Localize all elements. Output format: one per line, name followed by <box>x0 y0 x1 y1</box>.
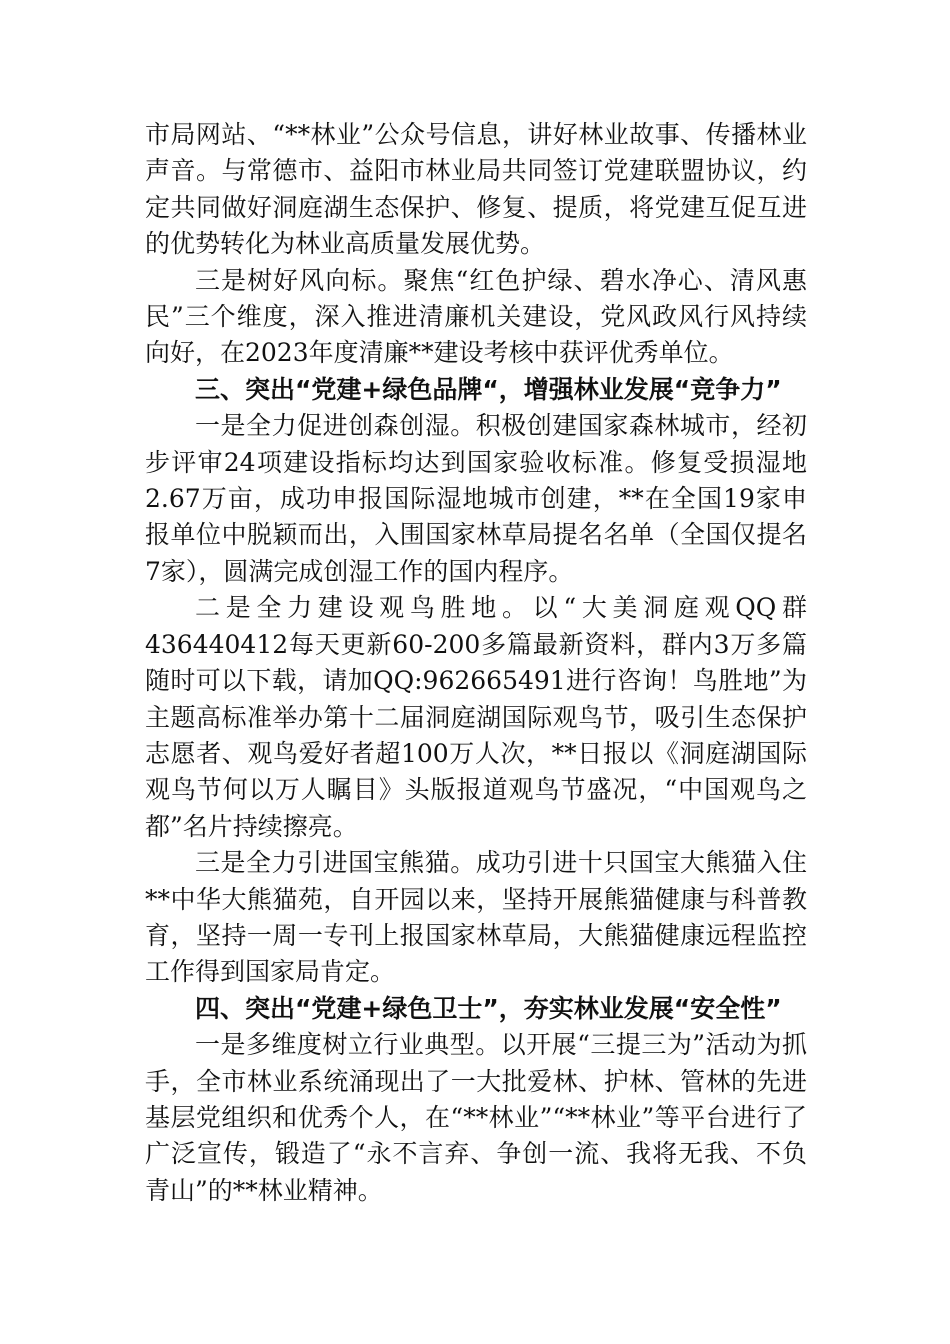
paragraph-panda: 三是全力引进国宝熊猫。成功引进十只国宝大熊猫入住**中华大熊猫苑，自开园以来，坚持开展熊猫健康与科普教育，坚持一周一专刊上报国家林草局，大熊猫健康远程监控工作得到国家局肯定。 <box>145 848 807 987</box>
section-heading-three: 三、突出“党建+绿色品牌“，增强林业发展“竞争力” <box>195 374 782 404</box>
section-heading-four: 四、突出“党建+绿色卫士”，夯实林业发展“安全性” <box>195 993 782 1023</box>
paragraph-integrity: 三是树好风向标。聚焦“红色护绿、碧水净心、清风惠民”三个维度，深入推进清廉机关建设，党风政风行风持续向好，在2023年度清廉**建设考核中获评优秀单位。 <box>145 265 807 368</box>
paragraph-industry-model: 一是多维度树立行业典型。以开展“三提三为”活动为抓手，全市林业系统涌现出了一大批爱林、护林、管林的先进基层党组织和优秀个人，在“**林业”“**林业”等平台进行了广泛宣传，锻造了“永不言弃、争创一流、我将无我、不负青山”的**林业精神。 <box>145 1030 807 1205</box>
document-page <box>145 117 807 1209</box>
paragraph-bird-watching: 二是全力建设观鸟胜地。以“大美洞庭观QQ群436440412每天更新60-200多篇最新资料，群内3万多篇随时可以下载，请加QQ:962665491进行咨询！鸟胜地”为主题高标准举办第十二届洞庭湖国际观鸟节，吸引生态保护志愿者、观鸟爱好者超100万人次，**日报以《洞庭湖国际观鸟节何以万人瞩目》头版报道观鸟节盛况，“中国观鸟之都”名片持续擦亮。 <box>145 593 807 841</box>
paragraph-forest-wetland: 一是全力促进创森创湿。积极创建国家森林城市，经初步评审24项建设指标均达到国家验收标准。修复受损湿地2.67万亩，成功申报国际湿地城市创建，**在全国19家申报单位中脱颖而出，入围国家林草局提名名单（全国仅提名7家），圆满完成创湿工作的国内程序。 <box>145 411 807 586</box>
paragraph-continued: 市局网站、“**林业”公众号信息，讲好林业故事、传播林业声音。与常德市、益阳市林业局共同签订党建联盟协议，约定共同做好洞庭湖生态保护、修复、提质，将党建互促互进的优势转化为林业高质量发展优势。 <box>145 120 807 259</box>
